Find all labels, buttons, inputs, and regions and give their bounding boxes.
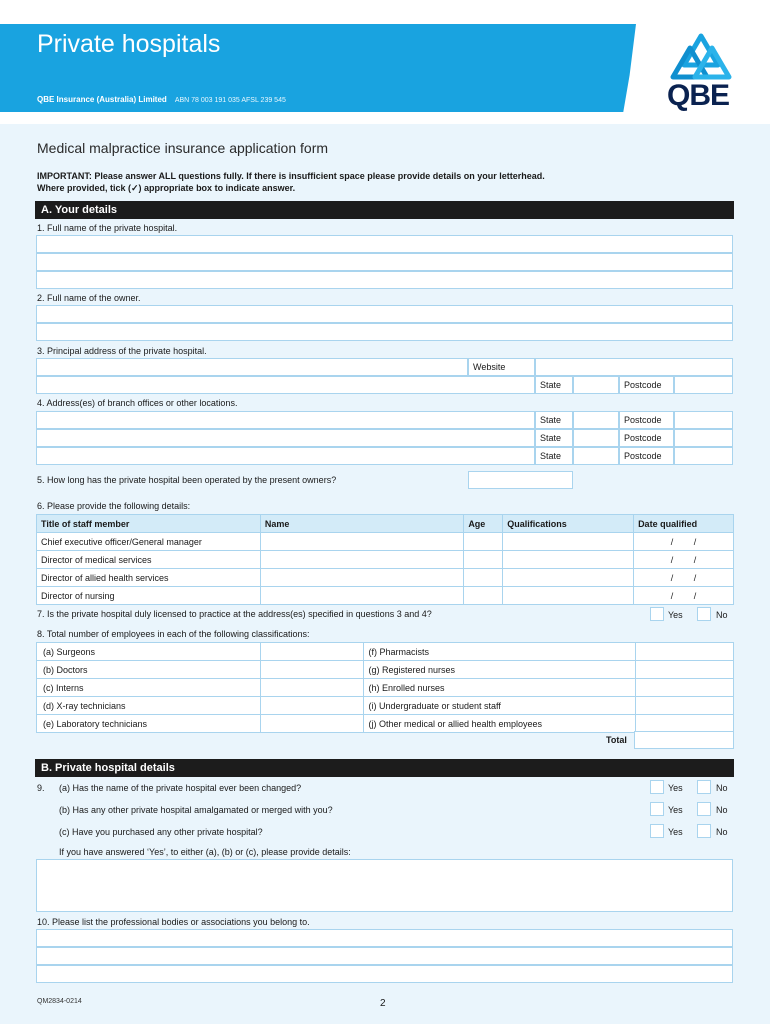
- professional-bodies-input-2[interactable]: [36, 947, 733, 965]
- employee-count-input[interactable]: [260, 697, 364, 715]
- date-qualified-input[interactable]: / /: [634, 533, 734, 551]
- question-10: 10. Please list the professional bodies or associations you belong to.: [37, 917, 310, 927]
- staff-title: Director of medical services: [37, 551, 261, 569]
- question-9-details-label: If you have answered ‘Yes’, to either (a), (b) or (c), please provide details:: [59, 847, 351, 857]
- col-age: Age: [464, 515, 503, 533]
- staff-name-input[interactable]: [260, 533, 463, 551]
- owner-name-input-1[interactable]: [36, 305, 733, 323]
- owner-name-input-2[interactable]: [36, 323, 733, 341]
- staff-title: Director of allied health services: [37, 569, 261, 587]
- staff-qualifications-input[interactable]: [503, 551, 634, 569]
- postcode-label: Postcode: [619, 411, 674, 429]
- question-2: 2. Full name of the owner.: [37, 293, 141, 303]
- employee-class: (a) Surgeons: [37, 643, 261, 661]
- postcode-label: Postcode: [619, 429, 674, 447]
- postcode-label: Postcode: [619, 376, 674, 394]
- table-row: [37, 697, 734, 715]
- employee-count-input[interactable]: [636, 679, 734, 697]
- staff-table-header: [37, 515, 734, 533]
- state-label: State: [535, 429, 573, 447]
- company-line: [37, 95, 286, 104]
- q7-yes-label: Yes: [668, 610, 683, 620]
- q7-no-label: No: [716, 610, 728, 620]
- state-label: State: [535, 411, 573, 429]
- branch-address-input-2[interactable]: [36, 429, 535, 447]
- q9c-yes-label: Yes: [668, 827, 683, 837]
- important-notice: [37, 170, 545, 194]
- important-line-2: Where provided, tick (✓) appropriate box to indicate answer.: [37, 183, 296, 193]
- website-label: Website: [468, 358, 535, 376]
- table-row: [37, 533, 734, 551]
- question-9-number: 9.: [37, 783, 45, 793]
- state-input[interactable]: [573, 376, 619, 394]
- hospital-name-input-3[interactable]: [36, 271, 733, 289]
- staff-qualifications-input[interactable]: [503, 587, 634, 605]
- question-7: 7. Is the private hospital duly licensed to practice at the address(es) specified in questions 3 and 4?: [37, 609, 432, 619]
- operation-duration-input[interactable]: [468, 471, 573, 489]
- branch-address-input-1[interactable]: [36, 411, 535, 429]
- employee-count-input[interactable]: [636, 661, 734, 679]
- q9-details-textarea[interactable]: [36, 859, 733, 912]
- table-row: [37, 715, 734, 733]
- postcode-input[interactable]: [674, 429, 733, 447]
- table-row: [37, 569, 734, 587]
- staff-age-input[interactable]: [464, 551, 503, 569]
- professional-bodies-input-1[interactable]: [36, 929, 733, 947]
- page-title: Private hospitals: [37, 30, 221, 58]
- professional-bodies-input-3[interactable]: [36, 965, 733, 983]
- employee-class: (i) Undergraduate or student staff: [364, 697, 636, 715]
- table-row: [37, 551, 734, 569]
- employee-count-input[interactable]: [636, 643, 734, 661]
- table-row: [37, 643, 734, 661]
- website-input[interactable]: [535, 358, 733, 376]
- form-code: QM2834-0214: [37, 998, 82, 1005]
- q9c-no-label: No: [716, 827, 728, 837]
- staff-age-input[interactable]: [464, 533, 503, 551]
- logo-wordmark: QBE: [667, 79, 730, 112]
- hospital-name-input-2[interactable]: [36, 253, 733, 271]
- company-name: QBE Insurance (Australia) Limited: [37, 95, 167, 104]
- employee-count-input[interactable]: [260, 715, 364, 733]
- question-8: 8. Total number of employees in each of the following classifications:: [37, 629, 310, 639]
- postcode-input[interactable]: [674, 447, 733, 465]
- form-title: Medical malpractice insurance application form: [37, 140, 329, 156]
- employee-class: (g) Registered nurses: [364, 661, 636, 679]
- staff-age-input[interactable]: [464, 587, 503, 605]
- q9a-yes-label: Yes: [668, 783, 683, 793]
- staff-name-input[interactable]: [260, 569, 463, 587]
- q9b-yes-label: Yes: [668, 805, 683, 815]
- col-qualifications: Qualifications: [503, 515, 634, 533]
- col-name: Name: [260, 515, 463, 533]
- staff-title: Chief executive officer/General manager: [37, 533, 261, 551]
- employee-count-input[interactable]: [260, 661, 364, 679]
- q7-no-checkbox[interactable]: [697, 607, 711, 621]
- postcode-label: Postcode: [619, 447, 674, 465]
- page-number: 2: [380, 998, 386, 1009]
- table-row: [37, 679, 734, 697]
- employee-count-input[interactable]: [636, 715, 734, 733]
- q9a-no-label: No: [716, 783, 728, 793]
- state-label: State: [535, 376, 573, 394]
- q9b-yes-checkbox[interactable]: [650, 802, 664, 816]
- employee-class: (c) Interns: [37, 679, 261, 697]
- total-label: Total: [606, 735, 627, 745]
- q9b-no-checkbox[interactable]: [697, 802, 711, 816]
- employee-class: (b) Doctors: [37, 661, 261, 679]
- q9a-no-checkbox[interactable]: [697, 780, 711, 794]
- staff-name-input[interactable]: [260, 551, 463, 569]
- state-input[interactable]: [573, 447, 619, 465]
- question-9a: (a) Has the name of the private hospital ever been changed?: [59, 783, 302, 793]
- state-label: State: [535, 447, 573, 465]
- employee-class: (d) X-ray technicians: [37, 697, 261, 715]
- employee-class: (f) Pharmacists: [364, 643, 636, 661]
- section-a-header: A. Your details: [35, 201, 734, 219]
- col-title: Title of staff member: [37, 515, 261, 533]
- postcode-input[interactable]: [674, 411, 733, 429]
- q9a-yes-checkbox[interactable]: [650, 780, 664, 794]
- state-input[interactable]: [573, 411, 619, 429]
- branch-address-input-3[interactable]: [36, 447, 535, 465]
- employee-table: [36, 642, 734, 733]
- col-date-qualified: Date qualified: [634, 515, 734, 533]
- section-b-header: B. Private hospital details: [35, 759, 734, 777]
- staff-title: Director of nursing: [37, 587, 261, 605]
- staff-name-input[interactable]: [260, 587, 463, 605]
- question-3: 3. Principal address of the private hospital.: [37, 346, 207, 356]
- question-9c: (c) Have you purchased any other private hospital?: [59, 827, 263, 837]
- table-row: [37, 587, 734, 605]
- employee-class: (e) Laboratory technicians: [37, 715, 261, 733]
- question-4: 4. Address(es) of branch offices or other locations.: [37, 398, 238, 408]
- question-5: 5. How long has the private hospital been operated by the present owners?: [37, 475, 337, 485]
- hospital-name-input-1[interactable]: [36, 235, 733, 253]
- q7-yes-checkbox[interactable]: [650, 607, 664, 621]
- employee-class: (h) Enrolled nurses: [364, 679, 636, 697]
- staff-qualifications-input[interactable]: [503, 533, 634, 551]
- date-qualified-input[interactable]: / /: [634, 587, 734, 605]
- important-line-1: IMPORTANT: Please answer ALL questions fully. If there is insufficient space please provide details on your letterhead.: [37, 171, 545, 181]
- q9b-no-label: No: [716, 805, 728, 815]
- employee-class: (j) Other medical or allied health employees: [364, 715, 636, 733]
- q9c-yes-checkbox[interactable]: [650, 824, 664, 838]
- date-qualified-input[interactable]: / /: [634, 551, 734, 569]
- abn-text: ABN 78 003 191 035 AFSL 239 545: [174, 97, 286, 104]
- employee-count-input[interactable]: [636, 697, 734, 715]
- question-6: 6. Please provide the following details:: [37, 501, 191, 511]
- staff-table: [36, 514, 734, 605]
- staff-qualifications-input[interactable]: [503, 569, 634, 587]
- principal-address-input-1[interactable]: [36, 358, 468, 376]
- question-1: 1. Full name of the private hospital.: [37, 223, 178, 233]
- postcode-input[interactable]: [674, 376, 733, 394]
- state-input[interactable]: [573, 429, 619, 447]
- q9c-no-checkbox[interactable]: [697, 824, 711, 838]
- principal-address-input-2[interactable]: [36, 376, 535, 394]
- question-9b: (b) Has any other private hospital amalgamated or merged with you?: [59, 805, 333, 815]
- total-input[interactable]: [634, 731, 734, 749]
- staff-age-input[interactable]: [464, 569, 503, 587]
- table-row: [37, 661, 734, 679]
- date-qualified-input[interactable]: / /: [634, 569, 734, 587]
- employee-count-input[interactable]: [260, 643, 364, 661]
- employee-count-input[interactable]: [260, 679, 364, 697]
